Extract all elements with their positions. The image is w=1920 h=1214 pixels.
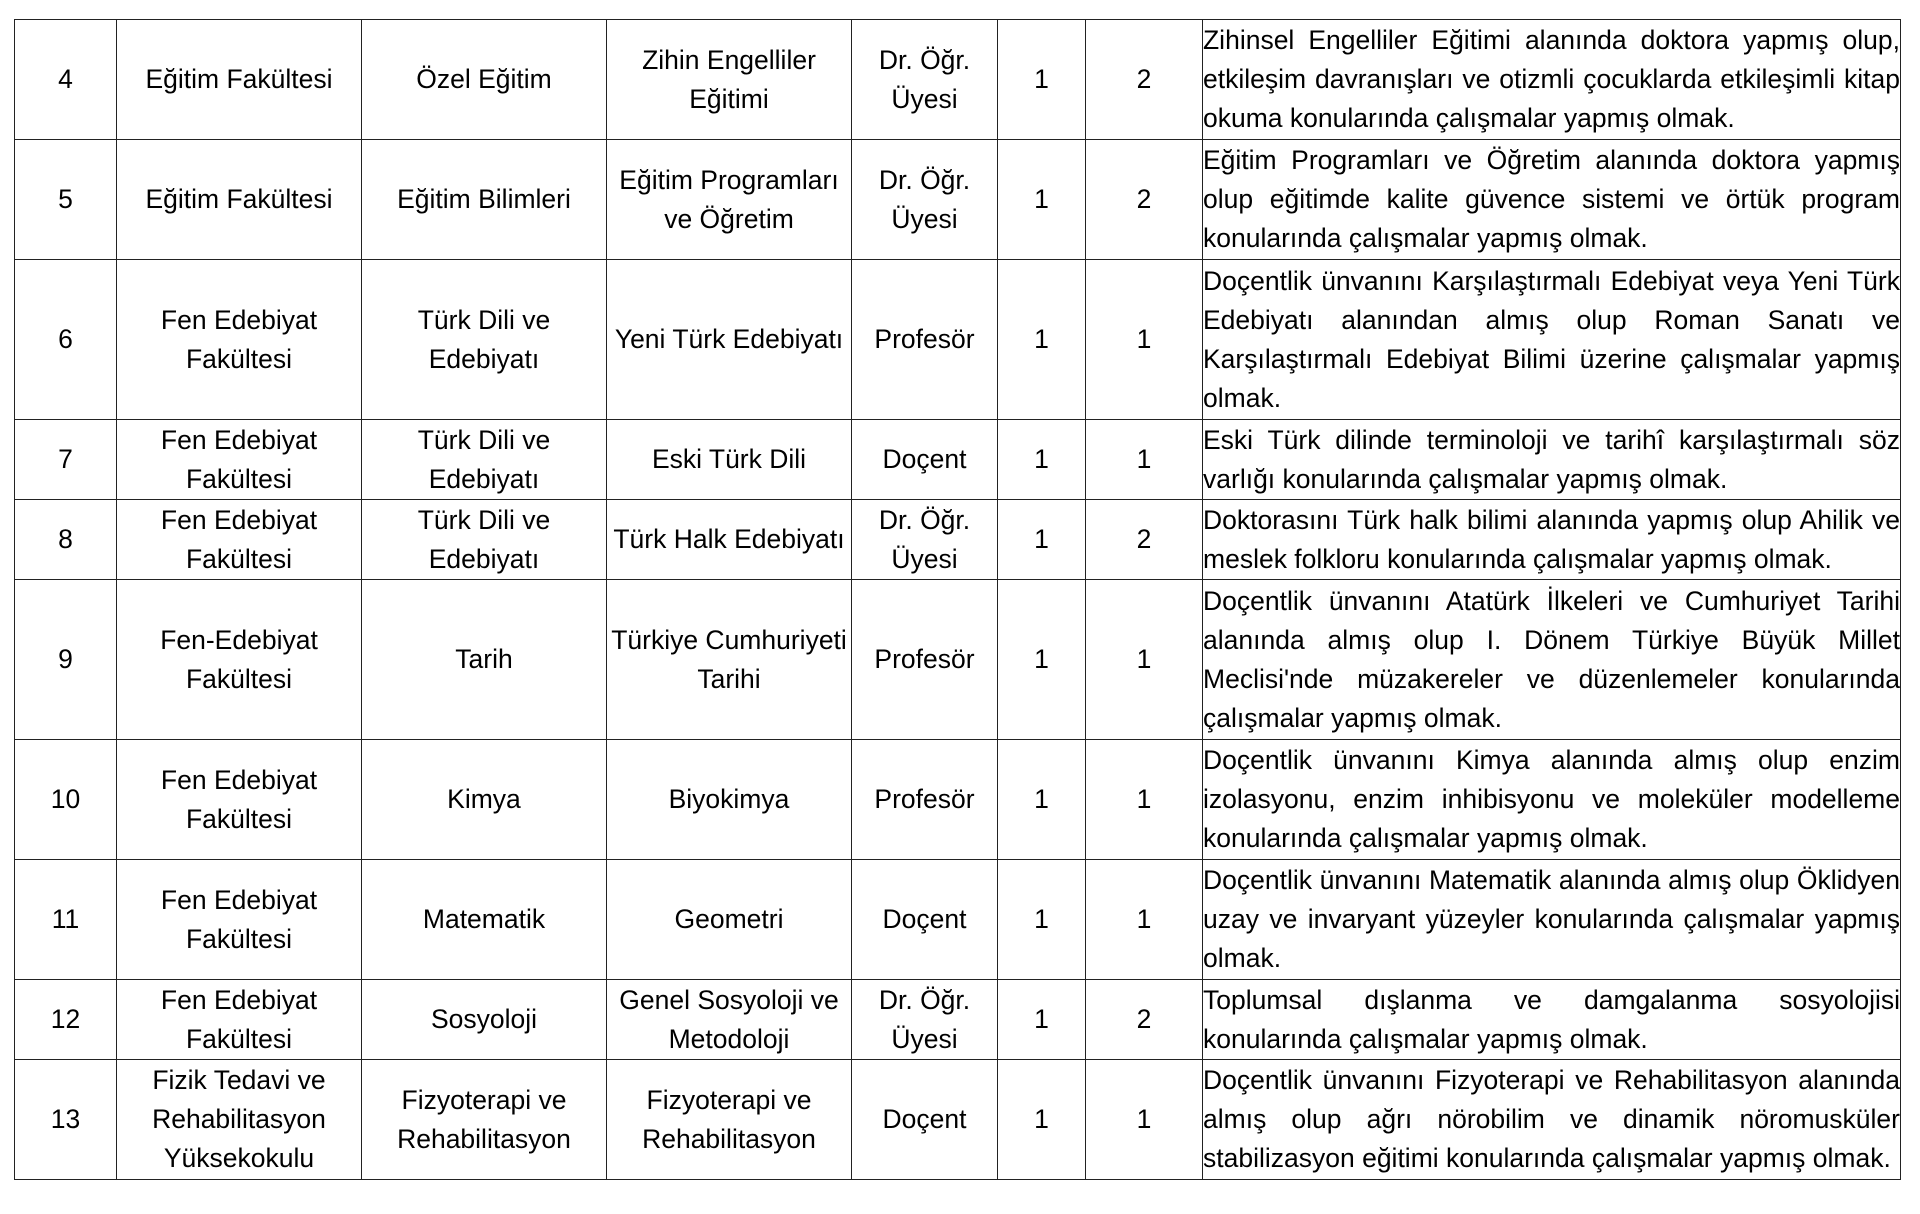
requirement-cell xyxy=(1203,580,1901,740)
field-cell: Zihin Engelliler Eğitimi xyxy=(607,20,852,140)
requirement-cell xyxy=(1203,860,1901,980)
degree-cell: 2 xyxy=(1086,20,1203,140)
department-cell: Eğitim Bilimleri xyxy=(362,140,607,260)
row-number: 6 xyxy=(15,260,117,420)
table-row xyxy=(15,580,1901,740)
department-cell: Türk Dili ve Edebiyatı xyxy=(362,420,607,500)
count-cell: 1 xyxy=(998,1060,1086,1180)
requirement-text: Doçentlik ünvanını Atatürk İlkeleri ve Cumhuriyet Tarihi alanında almış olup I. Dönem Türkiye Büyük Millet Meclisi'nde müzakereler ve düzenlemeler konularında çalışmalar yapmış olmak. xyxy=(1203,585,1900,733)
count-cell: 1 xyxy=(998,740,1086,860)
field-cell: Türk Halk Edebiyatı xyxy=(607,500,852,580)
faculty-cell: Fen Edebiyat Fakültesi xyxy=(117,420,362,500)
field-cell: Yeni Türk Edebiyatı xyxy=(607,260,852,420)
faculty-cell: Fizik Tedavi ve Rehabilitasyon Yüksekokulu xyxy=(117,1060,362,1180)
staff-position-table xyxy=(14,19,1901,1180)
row-number: 4 xyxy=(15,20,117,140)
degree-cell: 1 xyxy=(1086,420,1203,500)
degree-cell: 1 xyxy=(1086,740,1203,860)
count-cell: 1 xyxy=(998,860,1086,980)
table-row xyxy=(15,860,1901,980)
degree-cell: 1 xyxy=(1086,1060,1203,1180)
row-number: 5 xyxy=(15,140,117,260)
faculty-cell: Fen Edebiyat Fakültesi xyxy=(117,980,362,1060)
title-cell: Doçent xyxy=(852,1060,998,1180)
degree-cell: 2 xyxy=(1086,140,1203,260)
title-cell: Profesör xyxy=(852,260,998,420)
table-row xyxy=(15,140,1901,260)
department-cell: Sosyoloji xyxy=(362,980,607,1060)
title-cell: Dr. Öğr. Üyesi xyxy=(852,500,998,580)
table-row xyxy=(15,20,1901,140)
row-number: 9 xyxy=(15,580,117,740)
degree-cell: 1 xyxy=(1086,860,1203,980)
faculty-cell: Fen Edebiyat Fakültesi xyxy=(117,860,362,980)
row-number: 13 xyxy=(15,1060,117,1180)
department-cell: Fizyoterapi ve Rehabilitasyon xyxy=(362,1060,607,1180)
requirement-cell xyxy=(1203,260,1901,420)
faculty-cell: Fen-Edebiyat Fakültesi xyxy=(117,580,362,740)
title-cell: Doçent xyxy=(852,420,998,500)
faculty-cell: Eğitim Fakültesi xyxy=(117,140,362,260)
requirement-cell xyxy=(1203,420,1901,500)
field-cell: Biyokimya xyxy=(607,740,852,860)
count-cell: 1 xyxy=(998,500,1086,580)
department-cell: Türk Dili ve Edebiyatı xyxy=(362,260,607,420)
requirement-text: Doçentlik ünvanını Kimya alanında almış olup enzim izolasyonu, enzim inhibisyonu ve moleküler modelleme konularında çalışmalar yapmış olmak. xyxy=(1203,745,1900,853)
field-cell: Geometri xyxy=(607,860,852,980)
department-cell: Özel Eğitim xyxy=(362,20,607,140)
faculty-cell: Fen Edebiyat Fakültesi xyxy=(117,740,362,860)
count-cell: 1 xyxy=(998,580,1086,740)
department-cell: Tarih xyxy=(362,580,607,740)
title-cell: Dr. Öğr. Üyesi xyxy=(852,20,998,140)
field-cell: Eski Türk Dili xyxy=(607,420,852,500)
title-cell: Dr. Öğr. Üyesi xyxy=(852,140,998,260)
requirement-cell xyxy=(1203,500,1901,580)
table-row xyxy=(15,980,1901,1060)
count-cell: 1 xyxy=(998,420,1086,500)
requirement-cell xyxy=(1203,1060,1901,1180)
requirement-text: Doçentlik ünvanını Karşılaştırmalı Edebiyat veya Yeni Türk Edebiyatı alanından almış olup Roman Sanatı ve Karşılaştırmalı Edebiyat Bilimi üzerine çalışmalar yapmış olmak. xyxy=(1203,265,1900,413)
row-number: 10 xyxy=(15,740,117,860)
row-number: 7 xyxy=(15,420,117,500)
field-cell: Genel Sosyoloji ve Metodoloji xyxy=(607,980,852,1060)
title-cell: Profesör xyxy=(852,580,998,740)
field-cell: Fizyoterapi ve Rehabilitasyon xyxy=(607,1060,852,1180)
degree-cell: 1 xyxy=(1086,260,1203,420)
requirement-text: Doktorasını Türk halk bilimi alanında yapmış olup Ahilik ve meslek folkloru konularında çalışmalar yapmış olmak. xyxy=(1203,504,1900,574)
table-row xyxy=(15,260,1901,420)
faculty-cell: Eğitim Fakültesi xyxy=(117,20,362,140)
degree-cell: 2 xyxy=(1086,980,1203,1060)
table-row xyxy=(15,1060,1901,1180)
degree-cell: 2 xyxy=(1086,500,1203,580)
degree-cell: 1 xyxy=(1086,580,1203,740)
table-row xyxy=(15,420,1901,500)
field-cell: Türkiye Cumhuriyeti Tarihi xyxy=(607,580,852,740)
count-cell: 1 xyxy=(998,140,1086,260)
row-number: 11 xyxy=(15,860,117,980)
requirement-text: Doçentlik ünvanını Fizyoterapi ve Rehabilitasyon alanında almış olup ağrı nörobilim ve dinamik nöromusküler stabilizasyon eğitimi konularında çalışmalar yapmış olmak. xyxy=(1203,1065,1900,1173)
requirement-text: Eski Türk dilinde terminoloji ve tarihî karşılaştırmalı söz varlığı konularında çalışmalar yapmış olmak. xyxy=(1203,424,1900,494)
title-cell: Dr. Öğr. Üyesi xyxy=(852,980,998,1060)
requirement-cell xyxy=(1203,140,1901,260)
requirement-cell xyxy=(1203,20,1901,140)
title-cell: Profesör xyxy=(852,740,998,860)
faculty-cell: Fen Edebiyat Fakültesi xyxy=(117,500,362,580)
field-cell: Eğitim Programları ve Öğretim xyxy=(607,140,852,260)
count-cell: 1 xyxy=(998,260,1086,420)
department-cell: Matematik xyxy=(362,860,607,980)
requirement-text: Doçentlik ünvanını Matematik alanında almış olup Öklidyen uzay ve invaryant yüzeyler konularında çalışmalar yapmış olmak. xyxy=(1203,865,1900,973)
department-cell: Kimya xyxy=(362,740,607,860)
requirement-text: Eğitim Programları ve Öğretim alanında doktora yapmış olup eğitimde kalite güvence sistemi ve örtük program konularında çalışmalar yapmış olmak. xyxy=(1203,145,1900,253)
requirement-text: Toplumsal dışlanma ve damgalanma sosyolojisi konularında çalışmalar yapmış olmak. xyxy=(1203,984,1900,1054)
department-cell: Türk Dili ve Edebiyatı xyxy=(362,500,607,580)
count-cell: 1 xyxy=(998,980,1086,1060)
row-number: 8 xyxy=(15,500,117,580)
faculty-cell: Fen Edebiyat Fakültesi xyxy=(117,260,362,420)
count-cell: 1 xyxy=(998,20,1086,140)
table-row xyxy=(15,740,1901,860)
requirement-cell xyxy=(1203,980,1901,1060)
title-cell: Doçent xyxy=(852,860,998,980)
requirement-text: Zihinsel Engelliler Eğitimi alanında doktora yapmış olup, etkileşim davranışları ve otizmli çocuklarda etkileşimli kitap okuma konularında çalışmalar yapmış olmak. xyxy=(1203,25,1900,133)
row-number: 12 xyxy=(15,980,117,1060)
table-row xyxy=(15,500,1901,580)
requirement-cell xyxy=(1203,740,1901,860)
